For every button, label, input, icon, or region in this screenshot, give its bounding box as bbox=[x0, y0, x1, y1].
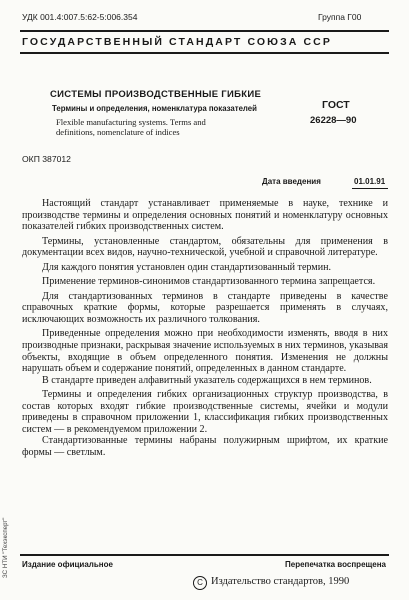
paragraph: Настоящий стандарт устанавливает применяемые в науке, технике и производстве термины и определения основных понятий и номенклатуру основных показателей гибких производственных систем. bbox=[22, 198, 388, 233]
standard-title: СИСТЕМЫ ПРОИЗВОДСТВЕННЫЕ ГИБКИЕ bbox=[50, 89, 262, 100]
header-rule bbox=[20, 52, 389, 54]
english-title-line-1: Flexible manufacturing systems. Terms and bbox=[56, 117, 206, 127]
group-code: Группа Г00 bbox=[318, 12, 362, 22]
paragraph: Приведенные определения можно при необходимости изменять, вводя в них производные признаки, раскрывая значение используемых в них терминов, указывая объекты, входящие в объем определенного понятия. Изменения не должны нарушать объем и содержание понятий, определенных в данном стандарте. bbox=[22, 328, 388, 375]
archive-stamp: ЗС НТИ "Техэксперт" bbox=[2, 517, 9, 578]
introduction-date: 01.01.91 bbox=[354, 177, 386, 186]
official-edition-label: Издание официальное bbox=[22, 560, 113, 569]
standard-body bbox=[22, 198, 388, 458]
copyright-line bbox=[193, 576, 349, 590]
english-title bbox=[56, 117, 296, 137]
paragraph: Для каждого понятия установлен один стандартизованный термин. bbox=[42, 261, 332, 273]
paragraph: В стандарте приведен алфавитный указатель содержащихся в нем терминов. bbox=[42, 374, 372, 386]
introduction-date-label: Дата введения bbox=[262, 177, 321, 186]
reprint-forbidden-label: Перепечатка воспрещена bbox=[285, 560, 386, 569]
standard-subtitle: Термины и определения, номенклатура показателей bbox=[52, 104, 257, 113]
date-underline bbox=[352, 188, 388, 189]
state-standard-heading: ГОСУДАРСТВЕННЫЙ СТАНДАРТ СОЮЗА ССР bbox=[22, 36, 332, 48]
gost-number: 26228—90 bbox=[310, 115, 357, 126]
paragraph: Термины, установленные стандартом, обязательны для применения в документации всех видов, научно-технической, учебной и справочной литературе. bbox=[22, 235, 388, 259]
paragraph: Стандартизованные термины набраны полужирным шрифтом, их краткие формы — светлым. bbox=[22, 435, 388, 458]
udk-code: УДК 001.4:007.5:62-5:006.354 bbox=[22, 12, 138, 22]
footer-rule bbox=[20, 554, 389, 556]
gost-label: ГОСТ bbox=[322, 99, 350, 111]
paragraph: Применение терминов-синонимов стандартизованного термина запрещается. bbox=[42, 276, 376, 288]
top-rule bbox=[20, 30, 389, 32]
publisher-text: Издательство стандартов, 1990 bbox=[211, 576, 350, 587]
copyright-icon: С bbox=[193, 576, 207, 590]
paragraph: Для стандартизованных терминов в стандарте приведены в качестве справочных краткие формы, которые разрешается применять в случаях, исключающих возможность их различного толкования. bbox=[22, 290, 388, 325]
okp-code: ОКП 387012 bbox=[22, 154, 71, 164]
english-title-line-2: definitions, nomenclature of indices bbox=[56, 127, 180, 137]
paragraph: Термины и определения гибких организационных структур производства, в состав которых входят гибкие производственные системы, ячейки и модули приведены в справочном приложении 1, классификация гибких производственных систем — в рекомендуемом приложении 2. bbox=[22, 389, 388, 435]
